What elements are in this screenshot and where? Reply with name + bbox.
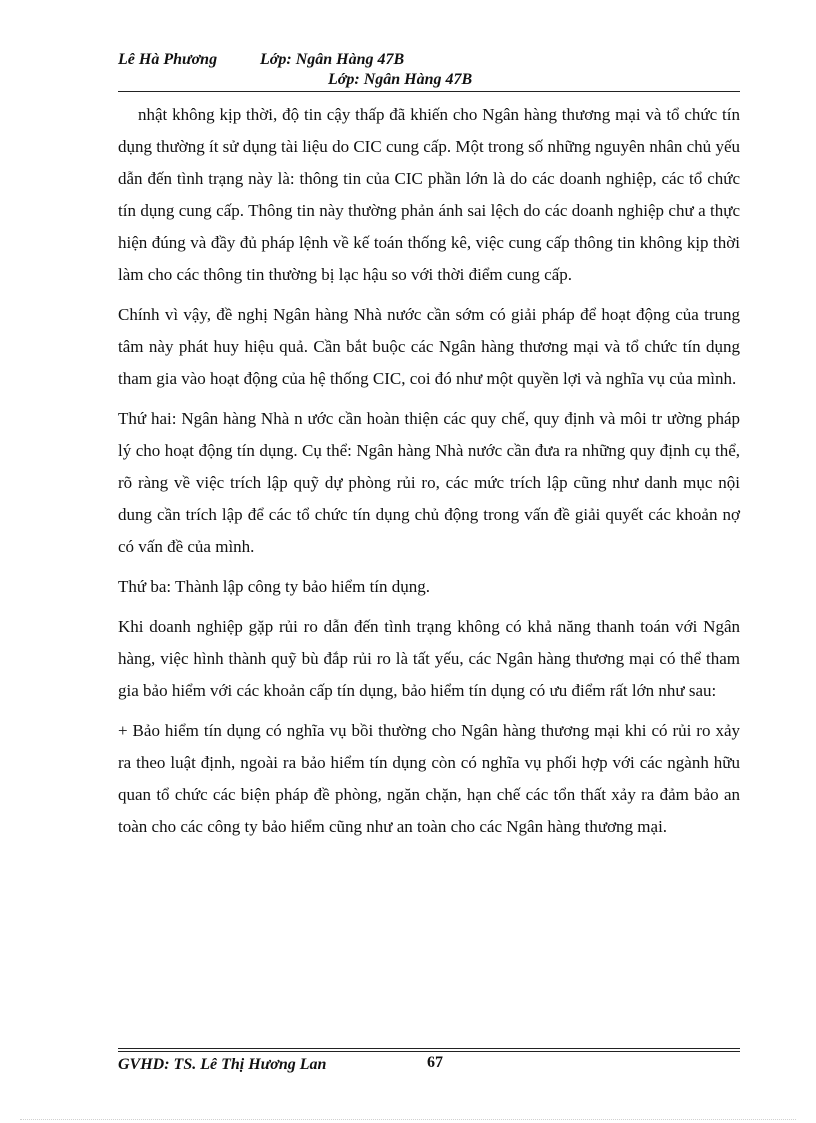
paragraph-1: nhật không kịp thời, độ tin cậy thấp đã khiến cho Ngân hàng thương mại và tổ chức tín dụng thường ít sử dụng tài liệu do CIC cung cấp. Một trong số những nguyên nhân chủ yếu dẫn đến tình trạng này là: thông tin của CIC phần lớn là do các doanh nghiệp, các tổ chức tín dụng cung cấp. Thông tin này thường phản ánh sai lệch do các doanh nghiệp chư a thực hiện đúng và đầy đủ pháp lệnh về kế toán thống kê, việc cung cấp thông tin không kịp thời làm cho các thông tin thường bị lạc hậu so với thời điểm cung cấp.	[118, 105, 740, 284]
header-class-repeat: Lớp: Ngân Hàng 47B	[328, 71, 473, 88]
paragraph-2: Chính vì vậy, đề nghị Ngân hàng Nhà nước cần sớm có giải pháp để hoạt động của trung tâm này phát huy hiệu quả. Cần bắt buộc các Ngân hàng thương mại và tổ chức tín dụng tham gia vào hoạt động của hệ thống CIC, coi đó như một quyền lợi và nghĩa vụ của mình.	[118, 305, 740, 388]
paragraph-6: + Bảo hiểm tín dụng có nghĩa vụ bồi thường cho Ngân hàng thương mại khi có rủi ro xảy ra theo luật định, ngoài ra bảo hiểm tín dụng còn có nghĩa vụ phối hợp với các ngành hữu quan tổ chức các biện pháp đề phòng, ngăn chặn, hạn chế các tổn thất xảy ra đảm bảo an toàn cho các công ty bảo hiểm cũng như an toàn cho các Ngân hàng thương mại.	[118, 721, 740, 836]
body-text	[118, 99, 740, 851]
paragraph-5: Khi doanh nghiệp gặp rủi ro dẫn đến tình trạng không có khả năng thanh toán với Ngân hàng, việc hình thành quỹ bù đắp rủi ro là tất yếu, các Ngân hàng thương mại có thể tham gia bảo hiểm với các khoản cấp tín dụng, bảo hiểm tín dụng có ưu điểm rất lớn như sau:	[118, 617, 740, 700]
paragraph-4: Thứ ba: Thành lập công ty bảo hiểm tín dụng.	[118, 577, 431, 596]
footer-divider	[118, 1048, 740, 1052]
header-author: Lê Hà Phương	[118, 51, 218, 68]
page-number: 67	[427, 1054, 443, 1071]
footer-advisor: GVHD: TS. Lê Thị Hương Lan	[118, 1056, 327, 1073]
paragraph-3: Thứ hai: Ngân hàng Nhà n ước cần hoàn thiện các quy chế, quy định và môi tr ường pháp lý cho hoạt động tín dụng. Cụ thể: Ngân hàng Nhà nước cần đưa ra những quy định cụ thể, rõ ràng về việc trích lập quỹ dự phòng rủi ro, các mức trích lập cũng như danh mục nội dung cần trích lập để các tổ chức tín dụng chủ động trong vấn đề giải quyết các khoản nợ có vấn đề của mình.	[118, 409, 740, 556]
page-bottom-edge	[20, 1119, 796, 1120]
header-divider	[118, 91, 740, 92]
header-class: Lớp: Ngân Hàng 47B	[260, 51, 405, 68]
page-header	[118, 50, 738, 70]
